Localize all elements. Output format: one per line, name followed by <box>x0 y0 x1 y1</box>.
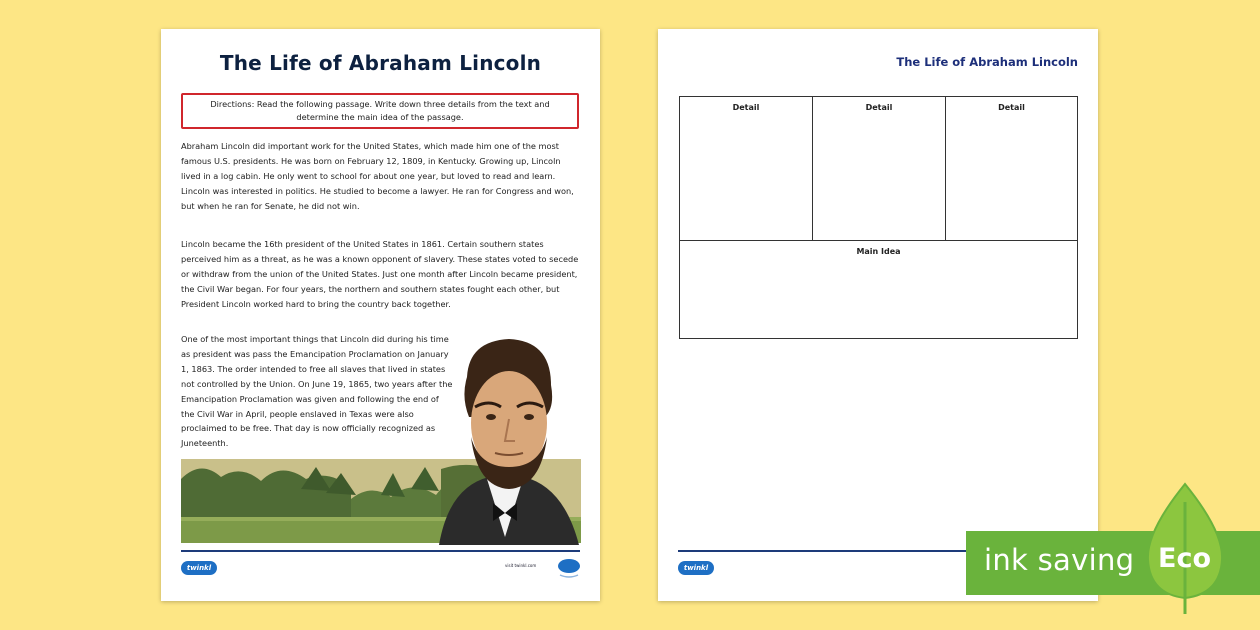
site-url: visit twinkl.com <box>505 563 537 568</box>
detail-cell-3[interactable]: Detail <box>946 97 1077 241</box>
planit-badge-icon <box>556 557 582 579</box>
directions-box: Directions: Read the following passage. Write down three details from the text and determine the main idea of the passage. <box>181 93 579 129</box>
passage-paragraph-2: Lincoln became the 16th president of the United States in 1861. Certain southern states perceived him as a threat, as he was a known opponent of slavery. These states voted to secede or withdraw from the union of the United States. Just one month after Lincoln became president, the Civil War began. For four years, the northern and southern states fought each other, but President Lincoln worked hard to bring the country back together. <box>181 239 579 309</box>
detail-cell-1[interactable]: Detail <box>680 97 813 241</box>
detail-cell-2[interactable]: Detail <box>813 97 946 241</box>
organizer-title: The Life of Abraham Lincoln <box>896 55 1078 69</box>
worksheet-page <box>161 29 600 601</box>
worksheet-title: The Life of Abraham Lincoln <box>219 51 542 75</box>
passage-paragraph-1: Abraham Lincoln did important work for the United States, which made him one of the most famous U.S. presidents. He was born on February 12, 1809, in Kentucky. Growing up, Lincoln lived in a log cabin. He only went to school for about one year, but loved to read and learn. Lincoln was interested in politics. He studied to become a lawyer. He ran for Congress and won, but when he ran for Senate, he did not win. <box>181 141 574 211</box>
lincoln-portrait <box>429 337 581 545</box>
passage-paragraph-3: One of the most important things that Lincoln did during his time as president was pass the Emancipation Proclamation on January 1, 1863. The order intended to free all slaves that lived in states not controlled by the Union. On June 19, 1865, two years after the Emancipation Proclamation was given and following the end of the Civil War in April, people enslaved in Texas were also proclaimed to be free. That day is now officially recognized as Juneteenth. <box>181 334 453 449</box>
footer-divider <box>181 550 580 552</box>
twinkl-logo: twinkl <box>181 561 217 575</box>
main-idea-cell[interactable]: Main Idea <box>856 247 901 256</box>
organizer-table <box>679 96 1078 339</box>
ink-saving-label: ink saving <box>984 543 1135 577</box>
twinkl-logo: twinkl <box>678 561 714 575</box>
eco-label: Eco <box>1158 543 1211 574</box>
organizer-page <box>658 29 1098 601</box>
